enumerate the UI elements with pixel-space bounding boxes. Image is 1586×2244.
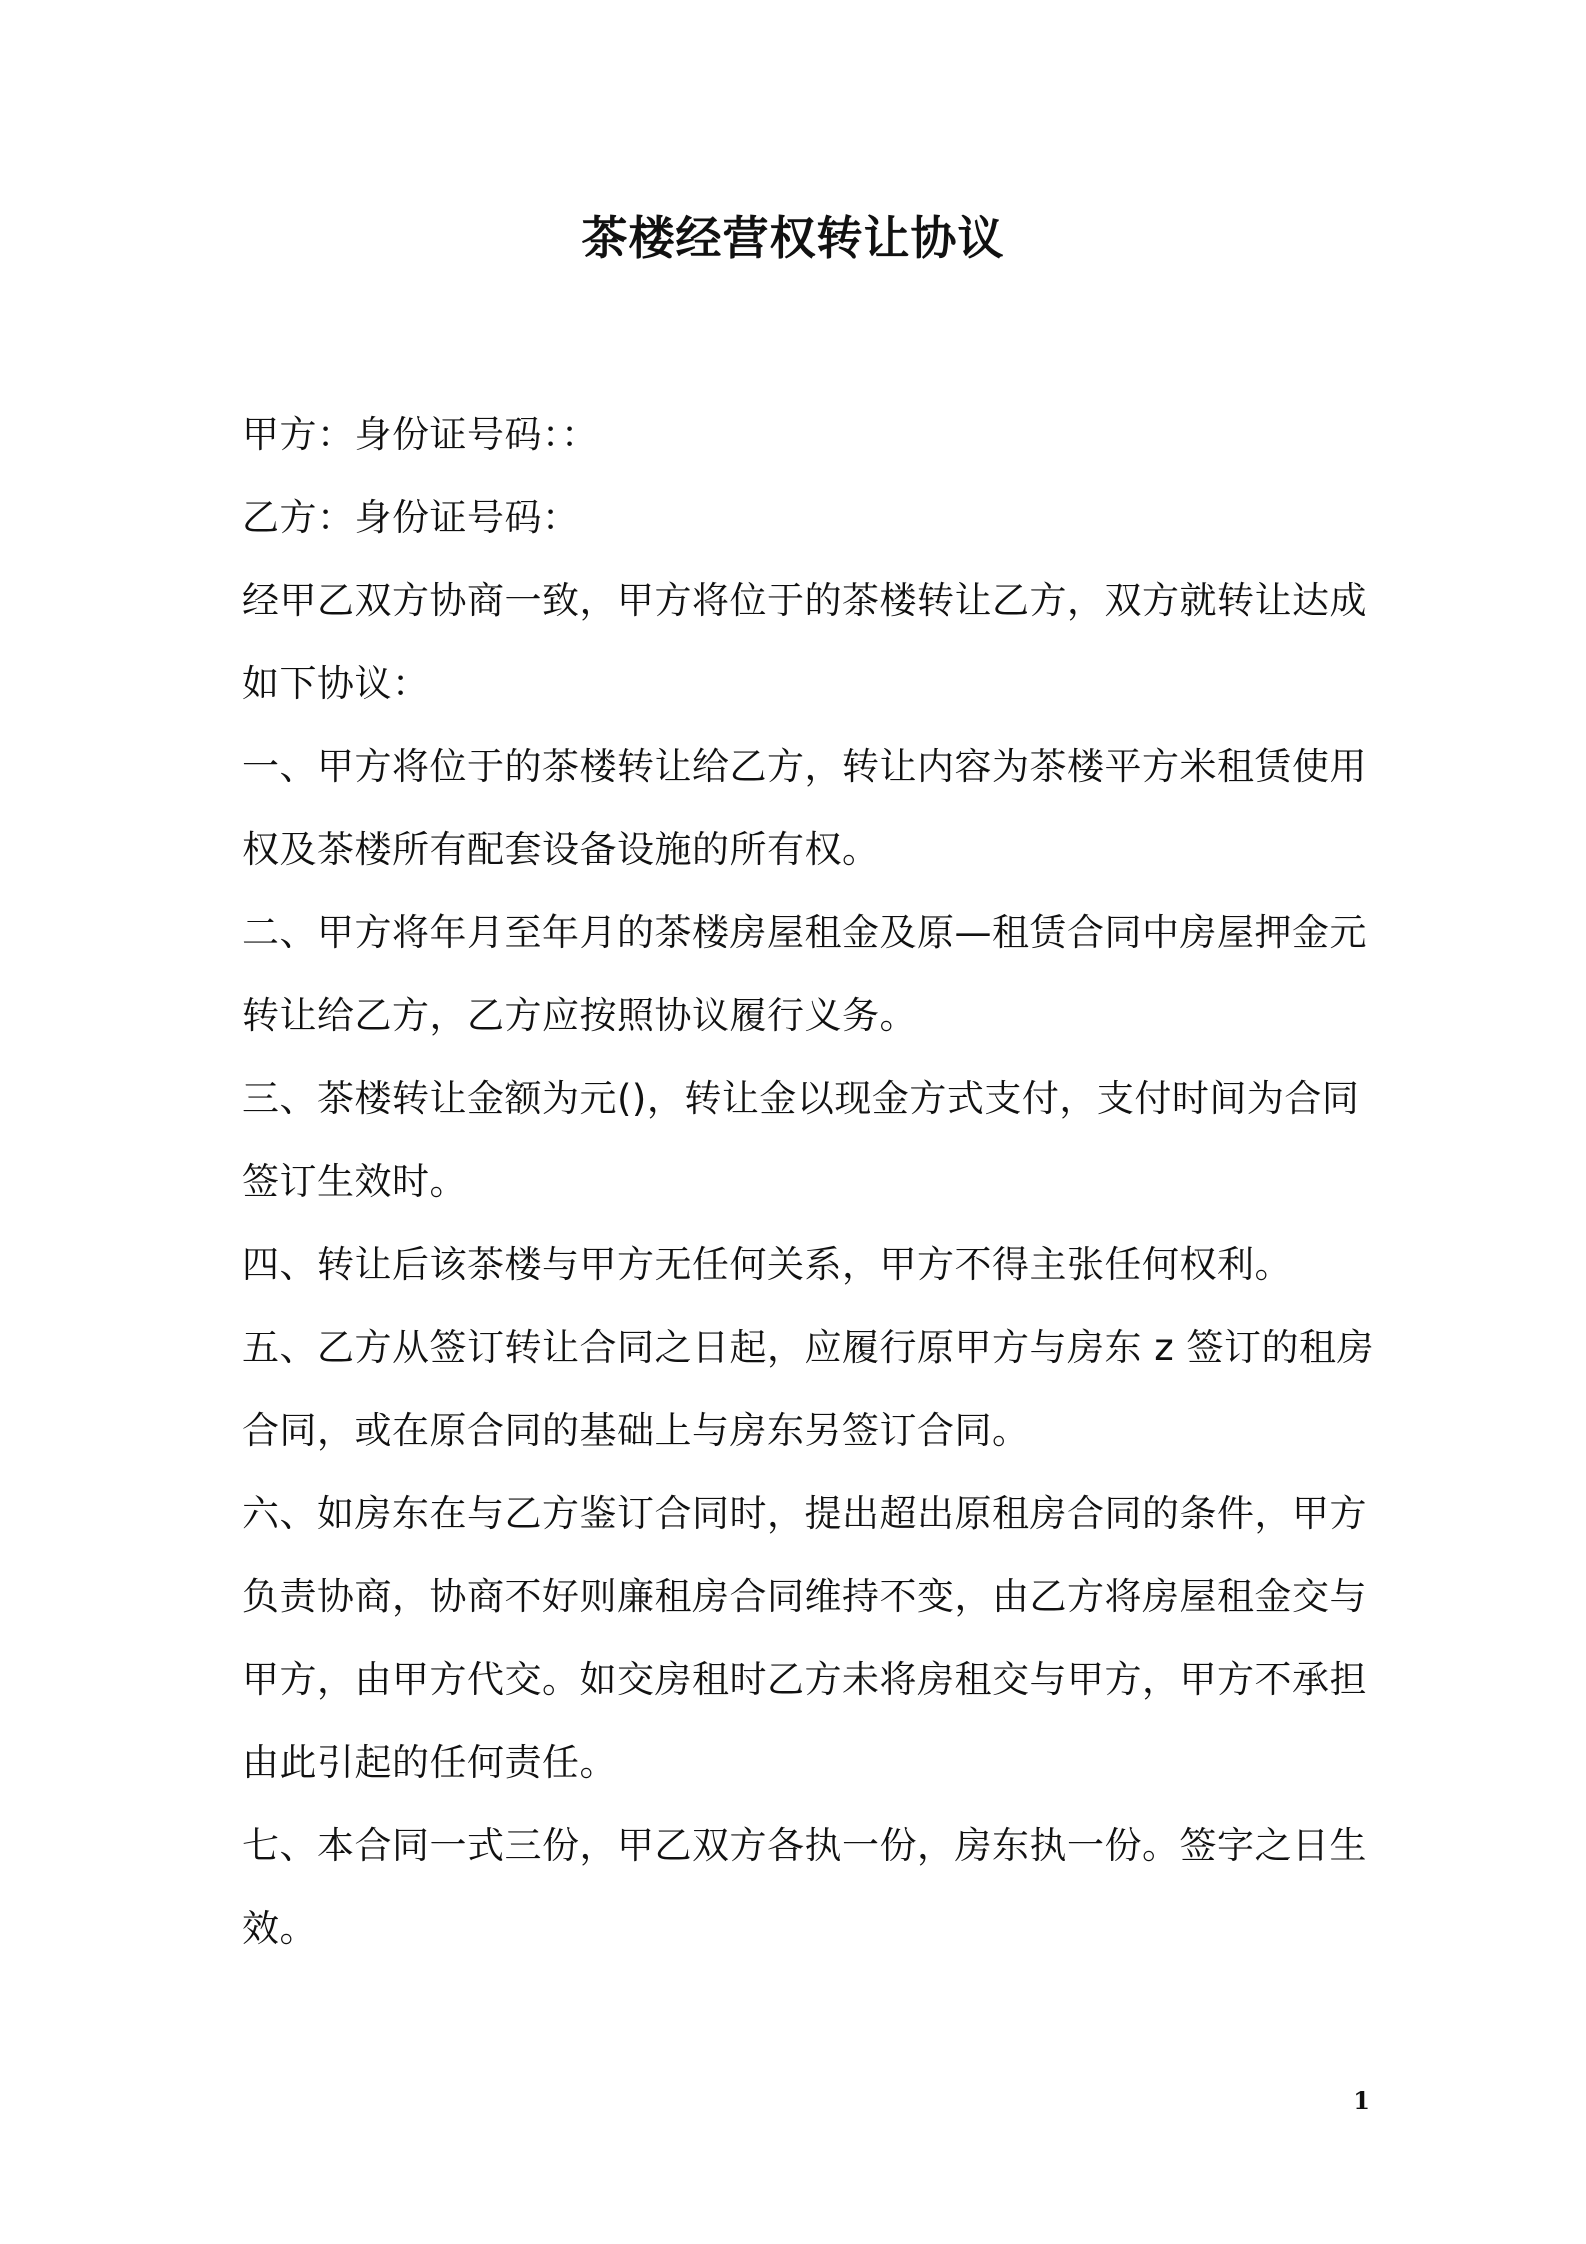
clause-1-line-1: 一、甲方将位于的茶楼转让给乙方，转让内容为茶楼平方米租赁使用 xyxy=(242,745,1367,788)
preamble-line-1: 经甲乙双方协商一致，甲方将位于的茶楼转让乙方，双方就转让达成 xyxy=(242,579,1367,622)
clause-3-line-1: 三、茶楼转让金额为元()，转让金以现金方式支付，支付时间为合同 xyxy=(242,1077,1360,1120)
clause-4-line-1: 四、转让后该茶楼与甲方无任何关系，甲方不得主张任何权利。 xyxy=(242,1243,1292,1286)
page-number: 1 xyxy=(1353,2086,1370,2115)
clause-1-line-2: 权及茶楼所有配套设备设施的所有权。 xyxy=(242,828,880,871)
document-title: 茶楼经营权转让协议 xyxy=(581,211,1005,265)
party-a-line: 甲方：身份证号码：： xyxy=(242,413,599,456)
clause-6-line-2: 负责协商，协商不好则廉租房合同维持不变，由乙方将房屋租金交与 xyxy=(242,1575,1367,1618)
clause-3-line-2: 签订生效时。 xyxy=(242,1160,467,1203)
preamble-line-2: 如下协议： xyxy=(242,662,430,705)
clause-7-line-1: 七、本合同一式三份，甲乙双方各执一份，房东执一份。签字之日生 xyxy=(242,1824,1367,1867)
clause-7-line-2: 效。 xyxy=(242,1907,317,1950)
clause-6-line-1: 六、如房东在与乙方鉴订合同时，提出超出原租房合同的条件，甲方 xyxy=(242,1492,1367,1535)
clause-2-line-1: 二、甲方将年月至年月的茶楼房屋租金及原—租赁合同中房屋押金元 xyxy=(242,911,1367,954)
party-b-line: 乙方：身份证号码： xyxy=(242,496,580,539)
clause-5-line-1: 五、乙方从签订转让合同之日起，应履行原甲方与房东 z 签订的租房 xyxy=(242,1326,1374,1369)
clause-2-line-2: 转让给乙方，乙方应按照协议履行义务。 xyxy=(242,994,917,1037)
clause-5-line-2: 合同，或在原合同的基础上与房东另签订合同。 xyxy=(242,1409,1030,1452)
clause-6-line-4: 由此引起的任何责任。 xyxy=(242,1741,617,1784)
clause-6-line-3: 甲方，由甲方代交。如交房租时乙方未将房租交与甲方，甲方不承担 xyxy=(242,1658,1367,1701)
